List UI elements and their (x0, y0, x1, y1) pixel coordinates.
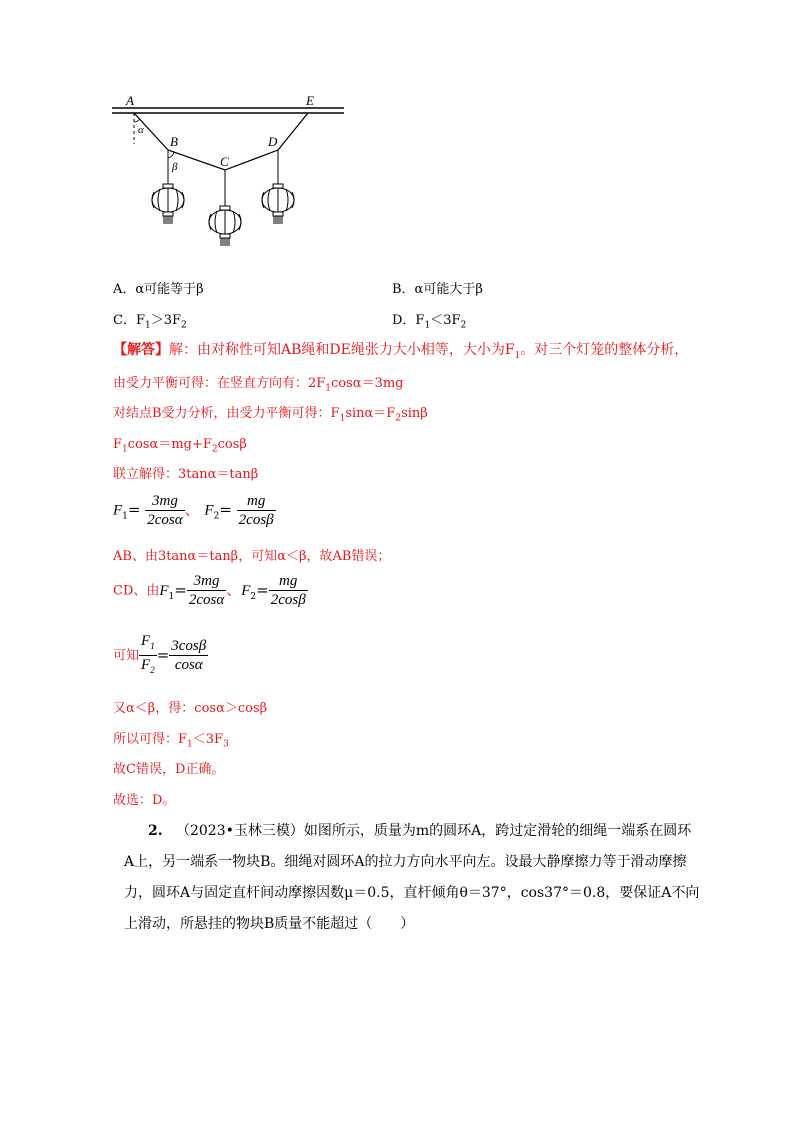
option-d-mid: ＜3F (430, 313, 461, 328)
ratio-rhs-num: 3cosβ (171, 638, 207, 654)
solution-line-9: 可知 $\frac{F_1}{F_2}$ = $\frac{3\cos\beta}{\cos\alpha}$ (113, 632, 208, 679)
cd-sep: 、 (226, 580, 242, 599)
solution-l3a: 对结点B受力分析，由受力平衡可得：F (113, 406, 340, 421)
solution-l11b: ＜3F (192, 732, 224, 747)
solution-l1sub: 1 (514, 350, 521, 361)
solution-l1a: 解：由对称性可知AB绳和DE绳张力大小相等，大小为F (169, 342, 515, 358)
f1-lhs: F (113, 502, 123, 519)
question2-line-2: A上，另一端系一物块B。细绳对圆环A的拉力方向水平向左。设最大静摩擦力等于滑动摩擦 (124, 854, 687, 870)
l9-prefix: 可知 (113, 648, 140, 664)
option-c (113, 309, 187, 331)
option-d (392, 309, 466, 331)
cd-f1-sub: 1 (168, 591, 175, 602)
label-d: D (268, 134, 278, 149)
label-e: E (306, 93, 314, 108)
solution-line-3 (113, 402, 428, 424)
f1-fraction (145, 492, 184, 529)
lantern-middle (209, 206, 241, 246)
solution-line-5: 联立解得：3tanα＝tanβ (113, 467, 259, 482)
formula-f1-f2: $F_1=$ $\frac{3mg}{2\cos\alpha}$ 、 $F_2=$ $\frac{mg}{2\cos\beta}$ (113, 493, 274, 528)
solution-l3sub1: 1 (339, 413, 346, 424)
solution-line-2 (113, 372, 404, 394)
f1-den: 2cosα (147, 512, 183, 528)
ratio-den-f: F (141, 657, 151, 673)
lantern-right (262, 184, 294, 224)
solution-l3c: sinβ (401, 406, 428, 421)
f-sep: 、 (184, 500, 200, 519)
cd-f2-num: mg (269, 572, 308, 591)
solution-line-4 (113, 433, 247, 455)
f2-lhs: F (204, 502, 214, 519)
solution-line-11 (113, 728, 229, 750)
solution-l11sub1: 1 (187, 739, 193, 750)
cd-f2-sub: 2 (250, 591, 257, 602)
solution-line-8: CD、由$F_1=$ $\frac{3mg}{2\cos\alpha}$ 、$F_2=$ $\frac{mg}{2\cos\beta}$ (113, 573, 306, 608)
solution-l4c: cosβ (217, 437, 247, 452)
solution-l2b: cosα＝3mg (331, 376, 404, 391)
l8-prefix: CD、由 (113, 583, 160, 599)
option-c-sub1: 1 (144, 320, 151, 331)
ratio-num-f: F (141, 633, 151, 649)
option-d-prefix: D．F (392, 313, 425, 328)
label-a: A (126, 93, 134, 108)
ratio-rhs (169, 637, 208, 674)
question2-number: 2. (148, 823, 163, 839)
beta-arc (168, 152, 174, 158)
solution-line-13: 故选：D。 (113, 793, 176, 808)
option-a: A．α可能等于β (113, 282, 204, 297)
cd-f1-fraction (187, 572, 226, 609)
solution-line-7: AB、由3tanα＝tanβ，可知α＜β，故AB错误； (113, 549, 391, 564)
f2-sub: 2 (213, 511, 220, 522)
cd-f1-num: 3mg (187, 572, 226, 591)
solution-line-12: 故C错误，D正确。 (113, 762, 225, 777)
solution-l4a: F (113, 437, 123, 452)
f1-num: 3mg (145, 492, 184, 511)
solution-l2a: 由受力平衡可得：在竖直方向有：2F (113, 376, 326, 391)
solution-l1b: 。对三个灯笼的整体分析， (520, 342, 689, 358)
cd-f2-den: 2cosβ (270, 592, 306, 608)
alpha-arc (134, 119, 140, 122)
solution-tag: 【解答】 (113, 342, 169, 358)
option-d-sub2: 2 (460, 320, 467, 331)
f2-den: 2cosβ (238, 512, 274, 528)
lantern-diagram (108, 88, 348, 248)
option-c-mid: ＞3F (150, 313, 181, 328)
f2-fraction (237, 492, 276, 529)
option-d-sub1: 1 (424, 320, 431, 331)
solution-l3sub2: 2 (395, 413, 402, 424)
solution-l4sub1: 1 (122, 444, 128, 455)
solution-l3b: sinα＝F (345, 406, 396, 421)
solution-l2sub: 1 (325, 383, 332, 394)
ratio-den-sub: 2 (150, 665, 155, 675)
option-c-prefix: C．F (113, 313, 145, 328)
question2-line-4: 上滑动，所悬挂的物块B质量不能超过（ ） (124, 916, 415, 932)
solution-l4sub2: 2 (211, 444, 218, 455)
solution-l11a: 所以可得：F (113, 732, 188, 747)
cd-f2-lhs: F (241, 582, 251, 599)
ratio-lhs (139, 632, 157, 679)
option-c-sub2: 2 (181, 320, 187, 331)
label-c: C (220, 154, 229, 169)
solution-l11sub2: 3 (223, 739, 229, 750)
lantern-left (152, 184, 184, 224)
solution-l4b: cosα＝mg+F (127, 437, 212, 452)
ratio-num-sub: 1 (150, 641, 155, 651)
f2-num: mg (237, 492, 276, 511)
solution-line-1 (113, 339, 688, 361)
cd-f1-lhs: F (159, 582, 169, 599)
solution-line-10: 又α＜β，得：cosα＞cosβ (113, 701, 268, 716)
question2-line-1 (148, 820, 691, 840)
cd-f1-den: 2cosα (188, 592, 225, 608)
question2-line-3: 力，圆环A与固定直杆间动摩擦因数μ＝0.5，直杆倾角θ＝37°，cos37°＝0.8，要保证A不向 (124, 885, 700, 901)
cd-f2-fraction (269, 572, 308, 609)
option-b: B．α可能大于β (392, 282, 483, 297)
f1-sub: 1 (122, 511, 128, 522)
question2-text-1: （2023•玉林三模）如图所示，质量为m的圆环A，跨过定滑轮的细绳一端系在圆环 (175, 823, 692, 839)
label-alpha: α (138, 124, 144, 136)
label-beta: β (172, 161, 178, 173)
label-b: B (170, 134, 178, 149)
ratio-rhs-den: cosα (174, 657, 203, 673)
